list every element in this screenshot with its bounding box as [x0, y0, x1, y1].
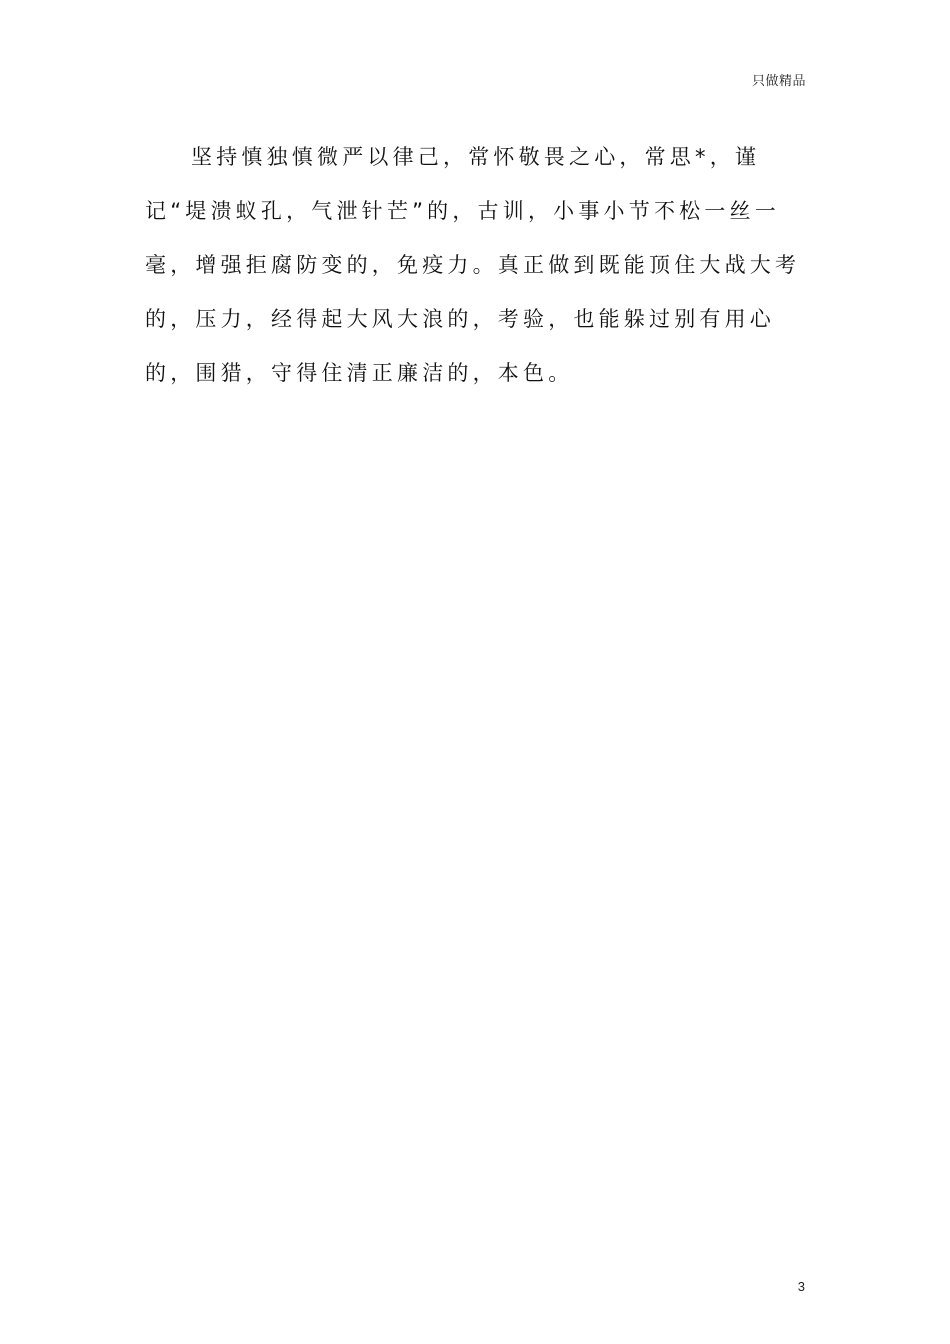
header-note: 只做精品 [751, 74, 806, 89]
page-number: 3 [797, 1279, 805, 1294]
body-paragraph: 坚持慎独慎微严以律己，常怀敬畏之心，常思*，谨记“堤溃蚁孔，气泄针芒”的，古训，小事小节不松一丝一毫，增强拒腐防变的，免疫力。真正做到既能顶住大战大考的，压力，经得起大风大浪的，考验，也能躲过别有用心的，围猎，守得住清正廉洁的，本色。 [145, 145, 801, 385]
